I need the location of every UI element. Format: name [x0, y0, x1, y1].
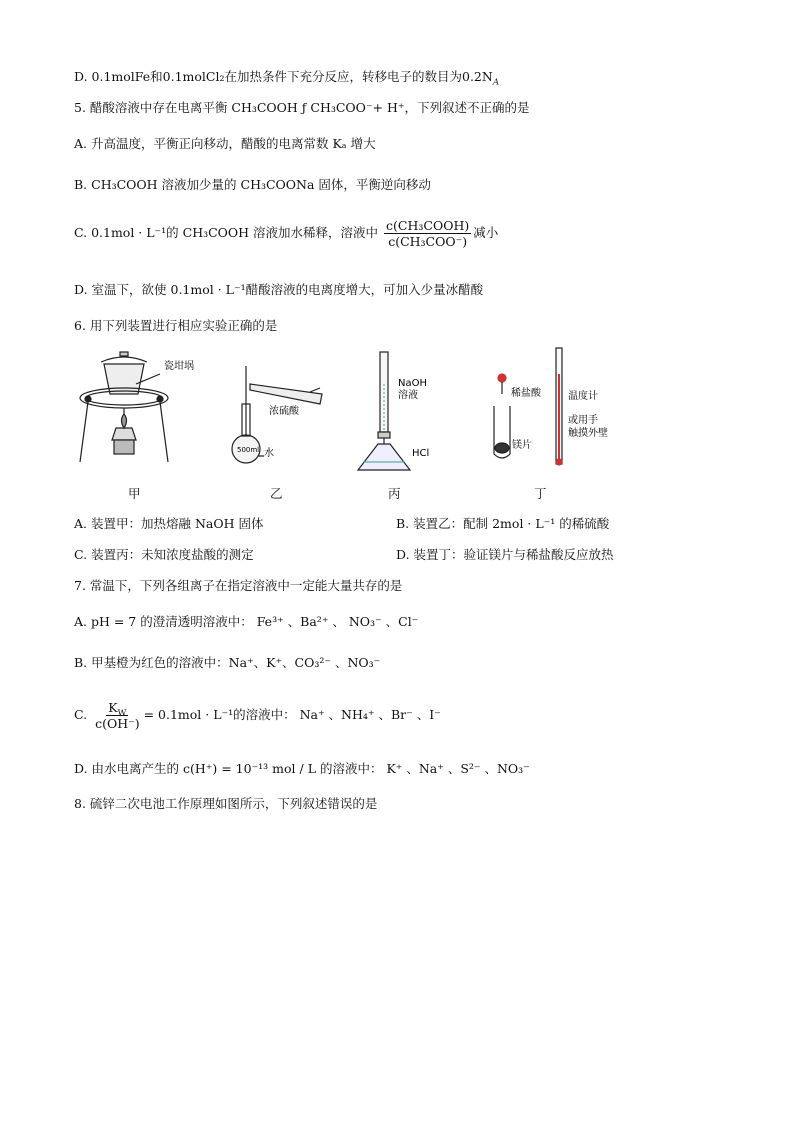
apparatus-jia	[80, 352, 168, 462]
q7-option-a: A. pH = 7 的澄清透明溶液中： Fe³⁺ 、Ba²⁺ 、 NO₃⁻ 、Cl⁻	[74, 614, 419, 629]
label-or-hand: 或用手	[568, 415, 598, 426]
label-conc-acid: 浓硫酸	[269, 406, 299, 417]
q5c-post: 减小	[473, 225, 499, 240]
apparatus-figure	[74, 344, 734, 504]
q7-stem: 7. 常温下，下列各组离子在指定溶液中一定能大量共存的是	[74, 578, 403, 593]
q8-stem: 8. 硫锌二次电池工作原理如图所示，下列叙述错误的是	[74, 796, 378, 811]
q5-option-b: B. CH₃COOH 溶液加少量的 CH₃COONa 固体，平衡逆向移动	[74, 177, 431, 192]
q5c-denominator: c(CH₃COO⁻)	[388, 234, 468, 249]
label-touch-wall: 触摸外壁	[568, 428, 608, 439]
q5-option-d: D. 室温下，欲使 0.1mol · L⁻¹醋酸溶液的电离度增大，可加入少量冰醋酸	[74, 282, 484, 297]
label-crucible: 瓷坩埚	[164, 361, 194, 372]
apparatus-bing	[358, 352, 410, 470]
q7c-numerator	[106, 700, 128, 719]
q7-option-b: B. 甲基橙为红色的溶液中：Na⁺、K⁺、CO₃²⁻ 、NO₃⁻	[74, 655, 381, 670]
label-hcl: HCl	[412, 448, 430, 459]
q5-stem: 5. 醋酸溶液中存在电离平衡 CH₃COOH ƒ CH₃COO⁻+ H⁺，下列叙述不正确的是	[74, 100, 530, 115]
caption-yi: 乙	[270, 486, 283, 501]
q6-option-c: C. 装置丙：未知浓度盐酸的测定	[74, 547, 254, 562]
label-dilute-hcl: 稀盐酸	[511, 388, 541, 399]
caption-bing: 丙	[388, 486, 401, 501]
q4d-subscript: A	[492, 77, 499, 88]
q6-option-d: D. 装置丁：验证镁片与稀盐酸反应放热	[396, 547, 614, 562]
q7c-label: C.	[74, 707, 88, 722]
q7c-kw-sub: W	[117, 708, 127, 719]
q5c-numerator: c(CH₃COOH)	[386, 218, 470, 233]
label-mg: 镁片	[512, 440, 532, 451]
label-naoh: NaOH	[398, 378, 427, 389]
q7c-fraction	[93, 700, 142, 731]
q5-option-c	[74, 218, 498, 249]
label-water: 水	[264, 448, 274, 459]
q7-option-d: D. 由水电离产生的 c(H⁺) = 10⁻¹³ mol / L 的溶液中： K⁺ 、Na⁺ 、S²⁻ 、NO₃⁻	[74, 761, 530, 776]
caption-jia: 甲	[128, 486, 141, 501]
q7c-kw: K	[108, 700, 118, 715]
q4-option-d	[74, 68, 499, 86]
q5-option-a: A. 升高温度，平衡正向移动，醋酸的电离常数 Kₐ 增大	[74, 136, 376, 151]
q6-option-b: B. 装置乙：配制 2mol · L⁻¹ 的稀硫酸	[396, 516, 610, 531]
label-solution: 溶液	[398, 390, 418, 401]
caption-ding: 丁	[534, 486, 547, 501]
label-flask: 500ml	[237, 446, 260, 454]
q7-option-c	[74, 700, 441, 731]
q6-option-a: A. 装置甲：加热熔融 NaOH 固体	[74, 516, 264, 531]
q7c-denominator: c(OH⁻)	[95, 716, 140, 731]
q6-stem: 6. 用下列装置进行相应实验正确的是	[74, 318, 278, 333]
q5c-fraction	[384, 218, 471, 249]
q7c-post: = 0.1mol · L⁻¹的溶液中： Na⁺ 、NH₄⁺ 、Br⁻ 、I⁻	[143, 707, 441, 722]
q5c-text: C. 0.1mol · L⁻¹的 CH₃COOH 溶液加水稀释，溶液中	[74, 225, 379, 240]
q4d-text: D. 0.1molFe和0.1molCl₂在加热条件下充分反应，转移电子的数目为0.2N	[74, 69, 493, 84]
label-thermometer: 温度计	[568, 391, 598, 402]
